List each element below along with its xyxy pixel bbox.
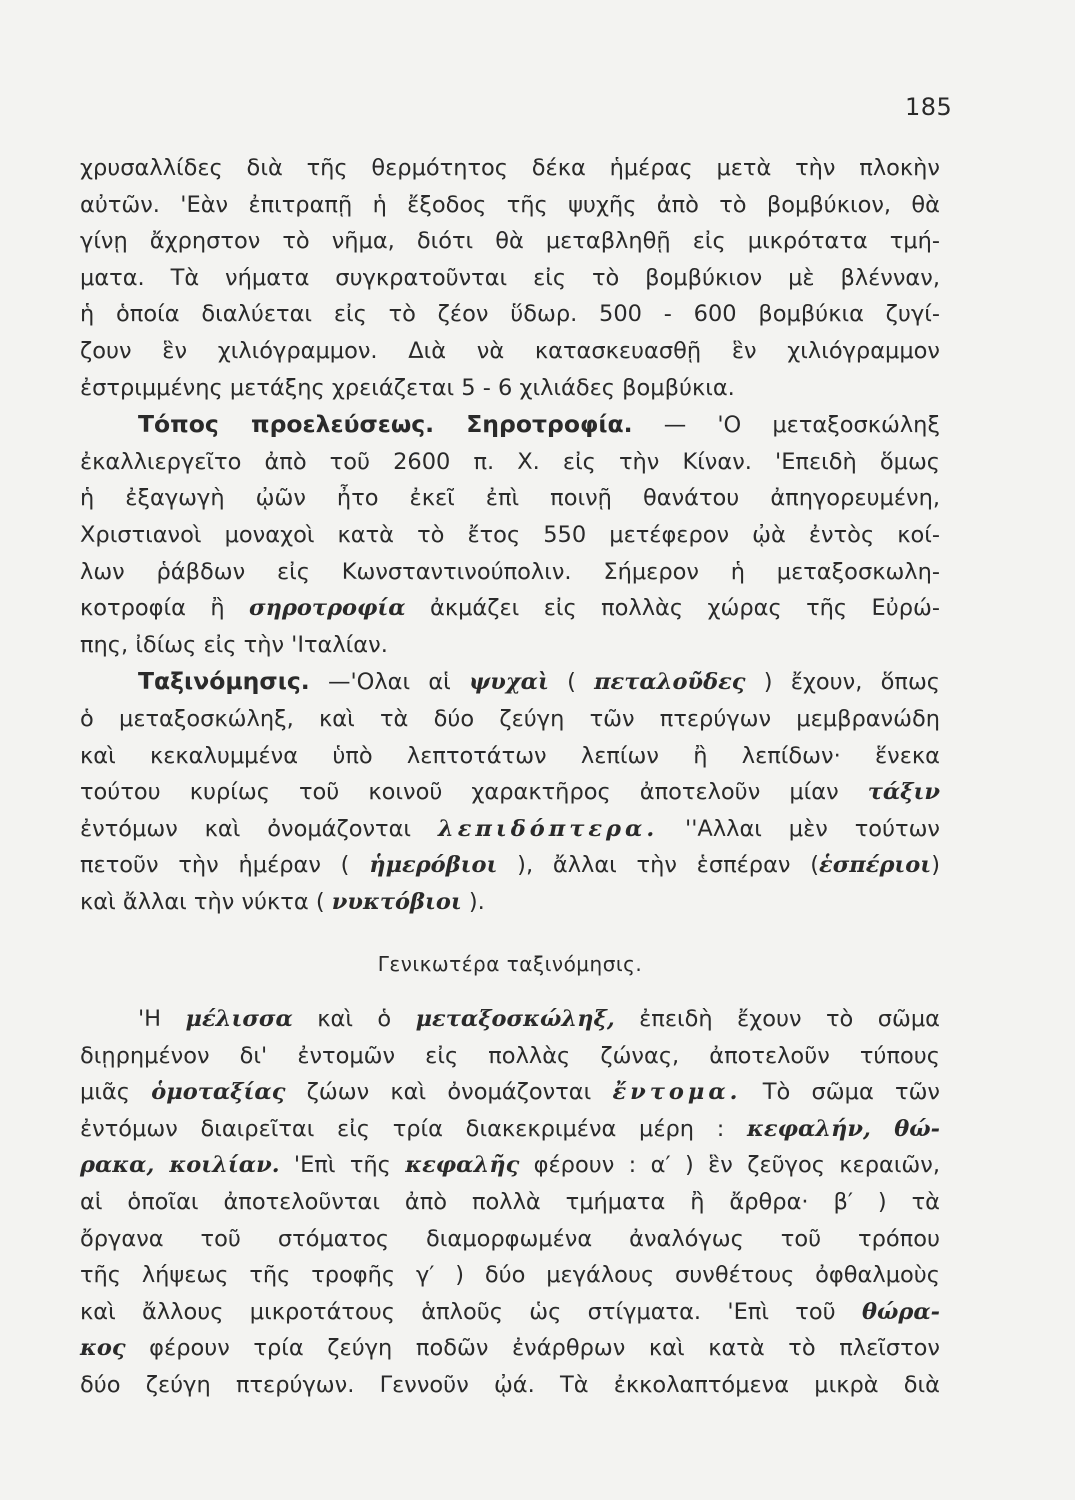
text-line: τῆς λήψεως τῆς τροφῆς γ′ ) δύο μεγάλους συνθέτους ὀφθαλμοὺς (80, 1262, 940, 1289)
text-run: φέρουν : α′ ) ἓν ζεῦγος κεραιῶν, (519, 1152, 940, 1179)
text-run: καὶ ἄλλαι τὴν νύκτα ( (80, 888, 332, 915)
text-line: Χριστιανοὶ μοναχοὶ κατὰ τὸ ἔτος 550 μετέφερον ᾠὰ ἐντὸς κοί- (80, 521, 940, 548)
text-line (80, 663, 940, 701)
text-run: ''Αλλαι μὲν τούτων (658, 815, 940, 842)
page-number: 185 (905, 93, 953, 121)
text-run: Τὸ σῶμα τῶν (741, 1079, 941, 1106)
term: ψυχαὶ (469, 669, 549, 696)
term: μεταξοσκώληξ, (415, 1006, 615, 1033)
section-heading-classification: Ταξινόμησις. (138, 667, 310, 696)
term: ὁμοταξίας (151, 1079, 286, 1106)
term: ρακα, κοιλίαν. (80, 1152, 280, 1179)
text-run: ἀκμάζει εἰς πολλὰς χώρας τῆς Εὐρώ- (405, 595, 940, 622)
text-line (80, 406, 940, 444)
text-line (80, 884, 940, 921)
text-line: λων ῥάβδων εἰς Κωνσταντινούπολιν. Σήμερον ἡ μεταξοσκωλη- (80, 558, 940, 585)
body-text (80, 150, 940, 1404)
text-line: γίνῃ ἄχρηστον τὸ νῆμα, διότι θὰ μεταβληθῇ εἰς μικρότατα τμή- (80, 228, 940, 255)
text-line (80, 1074, 940, 1111)
text-line: ματα. Τὰ νήματα συγκρατοῦνται εἰς τὸ βομβύκιον μὲ βλένναν, (80, 264, 940, 291)
term: πεταλοῦδες (594, 669, 746, 696)
text-run: πετοῦν τὴν ἡμέραν ( (80, 852, 370, 879)
text-line: ἡ ὁποία διαλύεται εἰς τὸ ζέον ὕδωρ. 500 - 600 βομβύκια ζυγί- (80, 301, 940, 328)
text-line (80, 1001, 940, 1038)
term: ἔντομα. (612, 1079, 742, 1106)
text-run: ( (548, 669, 595, 696)
term: θώρα- (861, 1298, 940, 1325)
text-line: καὶ κεκαλυμμένα ὑπὸ λεπτοτάτων λεπίων ἢ λεπίδων· ἕνεκα (80, 742, 940, 769)
text-run: ἐπειδὴ ἔχουν τὸ σῶμα (614, 1006, 940, 1033)
text-line: δύο ζεύγη πτερύγων. Γεννοῦν ᾠά. Τὰ ἐκκολαπτόμενα μικρὰ διὰ (80, 1372, 940, 1398)
text-line (80, 1330, 940, 1367)
text-run: φέρουν τρία ζεύγη ποδῶν ἐνάρθρων καὶ κατὰ τὸ πλεῖστον (125, 1335, 940, 1362)
text-line: ἐστριμμένης μετάξης χρειάζεται 5 - 6 χιλιάδες βομβύκια. (80, 374, 735, 401)
text-run: ζώων καὶ ὀνομάζονται (285, 1079, 613, 1106)
text-run: καὶ ὁ (292, 1006, 416, 1033)
text-run: 'Επὶ τῆς (279, 1152, 406, 1179)
text-line: πης, ἰδίως εἰς τὴν 'Ιταλίαν. (80, 631, 388, 658)
text-run: ) (931, 852, 940, 879)
text-run: ) ἔχουν, ὅπως (745, 669, 940, 696)
text-run: μιᾶς (80, 1079, 152, 1106)
term: μέλισσα (185, 1006, 293, 1033)
text-line (80, 590, 940, 627)
term: ἡμερόβιοι (369, 852, 498, 879)
text-line (80, 1111, 940, 1148)
text-run: ἐντόμων διαιρεῖται εἰς τρία διακεκριμένα μέρη : (80, 1115, 748, 1142)
text-run: καὶ ἄλλους μικροτάτους ἁπλοῦς ὡς στίγματα. 'Επὶ τοῦ (80, 1298, 862, 1325)
text-line: ἡ ἐξαγωγὴ ᾠῶν ἦτο ἐκεῖ ἐπὶ ποινῇ θανάτου ἀπηγορευμένη, (80, 485, 940, 512)
text-line: ἐκαλλιεργεῖτο ἀπὸ τοῦ 2600 π. Χ. εἰς τὴν Κίναν. 'Επειδὴ ὅμως (80, 448, 940, 475)
text-line: αἱ ὁποῖαι ἀποτελοῦνται ἀπὸ πολλὰ τμήματα ἢ ἄρθρα· β′ ) τὰ (80, 1189, 940, 1216)
term: τάξιν (867, 779, 940, 806)
text-run: ), ἄλλαι τὴν ἑσπέραν ( (497, 852, 820, 879)
text-line (80, 1294, 940, 1331)
text-run: κοτροφία ἢ (80, 595, 250, 622)
text-line: χρυσαλλίδες διὰ τῆς θερμότητος δέκα ἡμέρας μετὰ τὴν πλοκὴν (80, 155, 940, 181)
term: νυκτόβιοι (331, 888, 462, 915)
text-line (80, 847, 940, 884)
text-run: 'Η (138, 1006, 186, 1033)
text-line: αὐτῶν. 'Εὰν ἐπιτραπῇ ἡ ἔξοδος τῆς ψυχῆς ἀπὸ τὸ βομβύκιον, θὰ (80, 191, 940, 218)
text-line (80, 774, 940, 811)
text-line: ὁ μεταξοσκώληξ, καὶ τὰ δύο ζεύγη τῶν πτερύγων μεμβρανώδη (80, 705, 940, 732)
text-run: ἐντόμων καὶ ὀνομάζονται (80, 815, 438, 842)
term: κεφαλῆς (405, 1152, 520, 1179)
text-line (80, 1147, 940, 1184)
text-line: ζουν ἓν χιλιόγραμμον. Διὰ νὰ κατασκευασθῇ ἓν χιλιόγραμμον (80, 337, 940, 364)
term: κεφαλήν, θώ- (747, 1115, 940, 1142)
term: λεπιδόπτερα. (437, 815, 659, 842)
term: κος (80, 1335, 126, 1362)
text-run: ). (461, 888, 485, 915)
term: ἑσπέριοι (819, 852, 932, 879)
text-run: —'Ολαι αἱ (309, 669, 470, 696)
text-run: τούτου κυρίως τοῦ κοινοῦ χαρακτῆρος ἀποτελοῦν μίαν (80, 779, 868, 806)
text-line: ὄργανα τοῦ στόματος διαμορφωμένα ἀναλόγως τοῦ τρόπου (80, 1225, 940, 1252)
text-line: διῃρημένον δι' ἐντομῶν εἰς πολλὰς ζώνας, ἀποτελοῦν τύπους (80, 1042, 940, 1069)
text-line (80, 811, 940, 848)
subheading: Γενικωτέρα ταξινόμησις. (377, 952, 643, 977)
section-heading-origin: Τόπος προελεύσεως. Σηροτροφία. (138, 410, 633, 439)
text-run: — 'Ο μεταξοσκώληξ (632, 412, 940, 439)
term: σηροτροφία (249, 595, 406, 622)
